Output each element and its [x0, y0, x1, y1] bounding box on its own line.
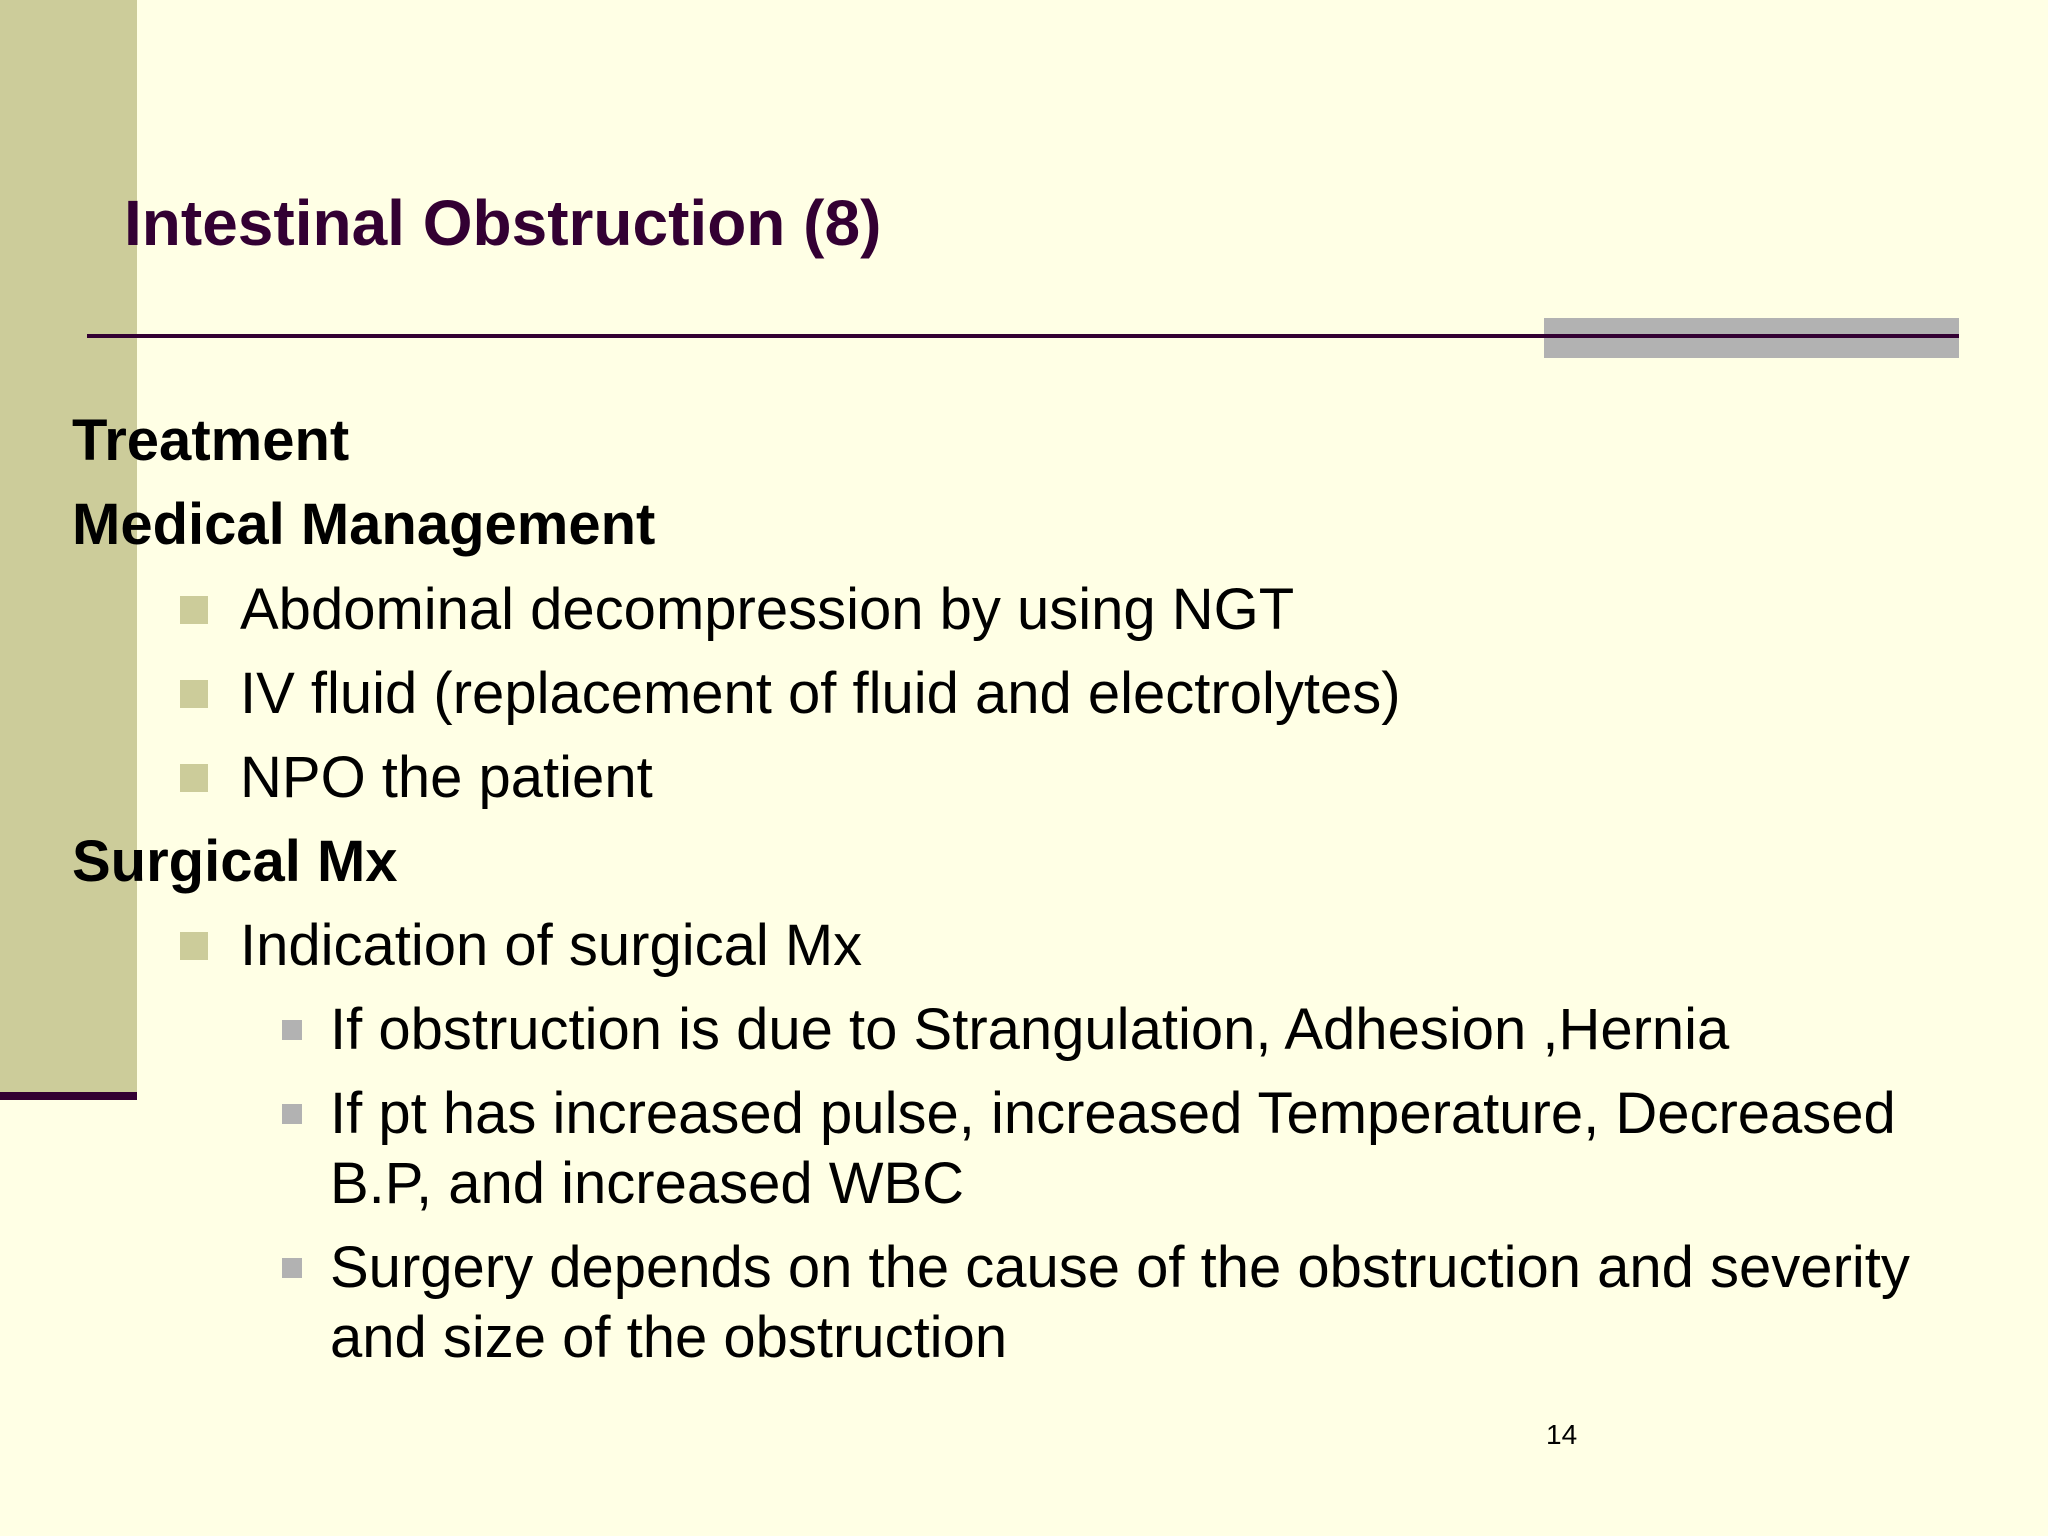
surgical-subitem: If obstruction is due to Strangulation, Adhesion ,Hernia [330, 997, 1730, 1062]
title-divider-accent [1544, 318, 1959, 358]
surgical-subitem: Surgery depends on the cause of the obstruction and severity and size of the obstruction [330, 1235, 1910, 1370]
small-square-bullet-icon [282, 1258, 302, 1278]
medical-item: IV fluid (replacement of fluid and electrolytes) [240, 661, 1401, 726]
medical-management-heading: Medical Management [72, 492, 656, 557]
title-divider-accent-line [1544, 334, 1959, 338]
small-square-bullet-icon [282, 1104, 302, 1124]
square-bullet-icon [180, 932, 208, 960]
surgical-item: Indication of surgical Mx [240, 913, 863, 978]
side-decoration-line [0, 1092, 137, 1100]
small-square-bullet-icon [282, 1020, 302, 1040]
treatment-heading: Treatment [72, 408, 350, 473]
page-number: 14 [1546, 1419, 1578, 1450]
medical-item: Abdominal decompression by using NGT [240, 577, 1295, 642]
medical-item: NPO the patient [240, 745, 653, 810]
surgical-heading: Surgical Mx [72, 829, 398, 894]
surgical-subitem: If pt has increased pulse, increased Temperature, Decreased B.P, and increased WBC [330, 1081, 1896, 1216]
square-bullet-icon [180, 596, 208, 624]
square-bullet-icon [180, 680, 208, 708]
slide-title: Intestinal Obstruction (8) [124, 187, 882, 259]
square-bullet-icon [180, 764, 208, 792]
